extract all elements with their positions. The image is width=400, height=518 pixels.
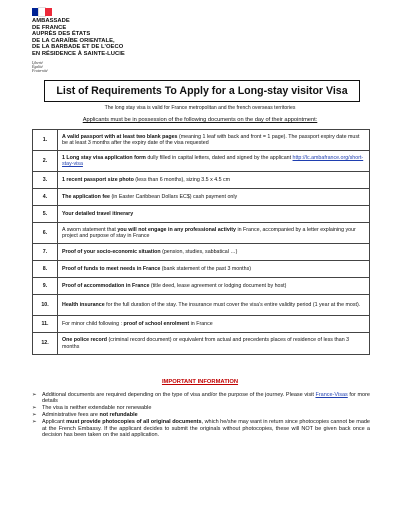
row-description bbox=[58, 189, 370, 206]
row-description bbox=[58, 316, 370, 333]
table-row bbox=[33, 261, 370, 278]
row-bold-text: Proof of funds to meet needs in France bbox=[62, 265, 161, 272]
row-text: (pension, studies, sabbatical …) bbox=[160, 248, 238, 255]
table-row bbox=[33, 278, 370, 295]
embassy-line: DE LA BARBADE ET DE L’OECO bbox=[32, 44, 124, 51]
row-description bbox=[58, 261, 370, 278]
row-bold-text: The application fee bbox=[62, 193, 110, 200]
intro-text: Applicants must be in possession of the following documents on the day of their appointment: bbox=[82, 117, 318, 123]
row-text: (meaning 1 leaf with back and front = 1 page). The passport expiry date must be at least 3 months after the expiry date of the visa requested bbox=[62, 133, 360, 146]
row-number: 8. bbox=[33, 261, 58, 278]
item-bold-text: not refundable bbox=[99, 412, 138, 419]
arrow-bullet-icon: ➢ bbox=[32, 392, 37, 398]
item-text: The visa is neither extendable nor renewable bbox=[42, 405, 152, 412]
row-text: (in Easter Caribbean Dollars EC$) cash payment only bbox=[109, 193, 238, 200]
row-number: 6. bbox=[33, 223, 58, 244]
flag-stripe-blue bbox=[32, 8, 39, 16]
row-pre-text: For minor child following : bbox=[62, 320, 124, 327]
row-text: in France, accompanied by a letter explaining your project and purpose of stay in France bbox=[62, 226, 356, 239]
row-bold-text: 1 recent passport size photo bbox=[62, 176, 134, 183]
table-row bbox=[33, 316, 370, 333]
flag-stripe-red bbox=[45, 8, 52, 16]
table-row bbox=[33, 130, 370, 151]
french-flag-icon bbox=[32, 8, 52, 16]
row-description bbox=[58, 206, 370, 223]
motto-line: Fraternité bbox=[32, 68, 48, 73]
row-number: 2. bbox=[33, 151, 58, 172]
row-number: 4. bbox=[33, 189, 58, 206]
row-description bbox=[58, 244, 370, 261]
embassy-line: DE LA CARAÏBE ORIENTALE, bbox=[32, 37, 115, 44]
item-text: Additional documents are required depending on the type of visa and/or the purpose of the journey. Please visit bbox=[42, 392, 316, 398]
row-bold-text: Proof of your socio-economic situation bbox=[62, 248, 161, 255]
row-bold-text: Your detailed travel itinerary bbox=[62, 210, 134, 217]
page-title: List of Requirements To Apply for a Long-stay visitor Visa bbox=[56, 85, 348, 97]
row-description bbox=[58, 278, 370, 295]
list-item bbox=[32, 419, 370, 438]
embassy-line: AMBASSADE bbox=[32, 18, 70, 24]
row-text: in France bbox=[189, 320, 213, 327]
arrow-bullet-icon: ➢ bbox=[32, 405, 37, 412]
row-bold-text: proof of school enrolment bbox=[123, 320, 190, 327]
flag-stripe-white bbox=[39, 8, 46, 16]
arrow-bullet-icon: ➢ bbox=[32, 412, 37, 419]
row-number: 12. bbox=[33, 333, 58, 355]
row-text: dully filled in capital letters, dated and signed by the applicant bbox=[145, 154, 293, 161]
embassy-name bbox=[32, 18, 172, 58]
row-description bbox=[58, 223, 370, 244]
item-text: Administrative fees are bbox=[42, 412, 100, 419]
item-bold-text: must provide photocopies of all original documents bbox=[66, 419, 202, 426]
row-pre-text: A sworn statement that bbox=[62, 226, 118, 233]
row-description bbox=[58, 333, 370, 355]
embassy-line: EN RÉSIDENCE À SAINTE-LUCIE bbox=[32, 50, 125, 57]
row-text: for the full duration of the stay. The insurance must cover the visa’s entire validity period (1 year at the most). bbox=[104, 301, 361, 308]
row-description bbox=[58, 172, 370, 189]
arrow-bullet-icon: ➢ bbox=[32, 419, 37, 426]
row-bold-text: Health insurance bbox=[62, 301, 105, 308]
list-item bbox=[32, 405, 370, 411]
item-text: Applicant bbox=[42, 419, 67, 426]
table-row bbox=[33, 333, 370, 355]
title-box bbox=[44, 80, 360, 102]
row-description bbox=[58, 295, 370, 316]
table-row bbox=[33, 151, 370, 172]
list-item bbox=[32, 412, 370, 418]
table-row bbox=[33, 206, 370, 223]
row-bold-text: you will not engage in any professional activity bbox=[117, 226, 236, 233]
row-text: (less than 6 months), sizing 3.5 x 4.5 cm bbox=[133, 176, 231, 183]
row-text: (bank statement of the past 3 months) bbox=[160, 265, 251, 272]
row-number: 3. bbox=[33, 172, 58, 189]
row-description bbox=[58, 130, 370, 151]
requirements-table bbox=[32, 129, 370, 355]
list-item bbox=[32, 392, 370, 405]
row-number: 9. bbox=[33, 278, 58, 295]
important-info-list bbox=[32, 392, 370, 439]
row-number: 1. bbox=[33, 130, 58, 151]
republic-motto bbox=[32, 61, 172, 74]
row-number: 7. bbox=[33, 244, 58, 261]
important-info-title: IMPORTANT INFORMATION bbox=[161, 379, 239, 385]
table-row bbox=[33, 223, 370, 244]
embassy-line: DE FRANCE bbox=[32, 24, 67, 31]
item-after-text: , which he/she may want in return since photocopies cannot be made at the French Embassy. If the applicant decides to submit the originals without photocopies, these will NOT be given back once a decision has been taken on the said application. bbox=[42, 419, 370, 438]
motto-line: Liberté bbox=[32, 60, 43, 65]
embassy-logo bbox=[32, 8, 172, 73]
row-text: (criminal record document) or equivalent from actual and precedents places of residence of less than 3 months bbox=[62, 337, 350, 350]
page-subtitle: The long stay visa is valid for France metropolitan and the french overseas territories bbox=[104, 105, 296, 111]
table-row bbox=[33, 189, 370, 206]
application-form-link[interactable]: http://lc.ambafrance.org/short-stay-visa bbox=[62, 154, 364, 167]
motto-line: Égalité bbox=[32, 64, 43, 69]
table-row bbox=[33, 172, 370, 189]
item-after-text: for more details bbox=[42, 392, 370, 405]
row-description bbox=[58, 151, 370, 172]
row-text: (title deed, lease agreement or lodging document by host) bbox=[149, 282, 287, 289]
table-row bbox=[33, 244, 370, 261]
row-bold-text: Proof of accommodation in France bbox=[62, 282, 150, 289]
row-number: 10. bbox=[33, 295, 58, 316]
france-visas-link[interactable]: France-Visas bbox=[315, 392, 348, 398]
embassy-line: AUPRÈS DES ÉTATS bbox=[32, 31, 91, 38]
row-bold-text: 1 Long stay visa application form bbox=[62, 154, 146, 161]
row-bold-text: A valid passport with at least two blank pages bbox=[62, 133, 178, 140]
row-bold-text: One police record bbox=[62, 337, 108, 344]
table-row bbox=[33, 295, 370, 316]
row-number: 11. bbox=[33, 316, 58, 333]
row-number: 5. bbox=[33, 206, 58, 223]
